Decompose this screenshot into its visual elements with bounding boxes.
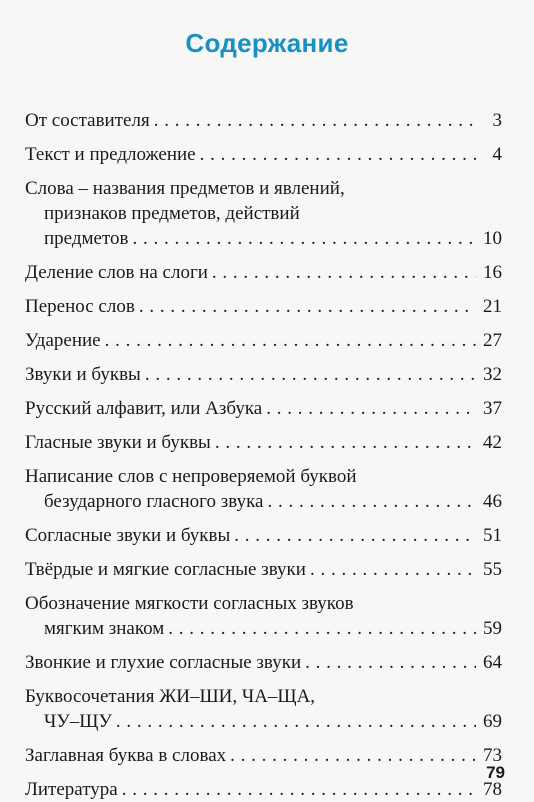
toc-entry-title: Литература <box>25 779 118 800</box>
toc-entry-title: признаков предметов, действий <box>44 203 300 224</box>
toc-entry <box>25 523 502 548</box>
toc-entry-title: Деление слов на слоги <box>25 262 208 283</box>
page-title: Содержание <box>185 28 349 58</box>
dot-leader <box>212 260 476 285</box>
toc-entry <box>25 362 502 387</box>
dot-leader <box>116 709 476 734</box>
toc-entry <box>25 108 502 133</box>
toc-entry-page: 3 <box>492 110 502 131</box>
toc-entry-page: 37 <box>483 398 502 419</box>
toc-entry <box>25 430 502 455</box>
toc-entry-title: мягким знаком <box>44 618 165 639</box>
toc-entry-page: 78 <box>483 779 502 800</box>
toc-entry-page: 51 <box>483 525 502 546</box>
toc-entry-page: 46 <box>483 491 502 512</box>
dot-leader <box>133 226 477 251</box>
dot-leader <box>145 362 476 387</box>
toc-entry <box>25 294 502 319</box>
toc-entry-title: Слова – названия предметов и явлений, <box>25 178 345 199</box>
toc-entry-title: безударного гласного звука <box>44 491 264 512</box>
toc-entry-title: Заглавная буква в словах <box>25 745 227 766</box>
dot-leader <box>310 557 476 582</box>
dot-leader <box>154 108 476 133</box>
toc-entry-page: 4 <box>492 144 502 165</box>
toc-entry <box>25 176 502 251</box>
toc-entry <box>25 684 502 734</box>
toc-entry <box>25 650 502 675</box>
toc-entry-title: Согласные звуки и буквы <box>25 525 231 546</box>
toc-entry <box>25 328 502 353</box>
toc-entry-page: 55 <box>483 559 502 580</box>
toc-entry-page: 64 <box>483 652 502 673</box>
toc-entry-page: 73 <box>483 745 502 766</box>
toc-entry <box>25 396 502 421</box>
dot-leader <box>168 616 476 641</box>
toc-entry-page: 16 <box>483 262 502 283</box>
toc-entry-page: 59 <box>483 618 502 639</box>
toc-entry-title: От составителя <box>25 110 150 131</box>
toc-entry-page: 69 <box>483 711 502 732</box>
toc-entry <box>25 260 502 285</box>
toc-entry-title: Ударение <box>25 330 101 351</box>
toc-entry-page: 10 <box>483 228 502 249</box>
toc-entry-page: 21 <box>483 296 502 317</box>
dot-leader <box>139 294 476 319</box>
table-of-contents <box>25 108 502 802</box>
dot-leader <box>105 328 476 353</box>
toc-entry-title: Гласные звуки и буквы <box>25 432 211 453</box>
toc-entry-title: Звонкие и глухие согласные звуки <box>25 652 302 673</box>
dot-leader <box>267 489 476 514</box>
toc-entry-title: Твёрдые и мягкие согласные звуки <box>25 559 306 580</box>
toc-entry <box>25 777 502 802</box>
toc-entry-title: Написание слов с непроверяемой буквой <box>25 466 357 487</box>
toc-entry <box>25 591 502 641</box>
dot-leader <box>266 396 476 421</box>
toc-entry-title: Русский алфавит, или Азбука <box>25 398 263 419</box>
toc-entry-page: 32 <box>483 364 502 385</box>
toc-entry <box>25 743 502 768</box>
toc-entry-title: предметов <box>44 228 129 249</box>
toc-entry-title: Перенос слов <box>25 296 135 317</box>
dot-leader <box>305 650 476 675</box>
toc-entry-title: Обозначение мягкости согласных звуков <box>25 593 354 614</box>
dot-leader <box>234 523 476 548</box>
toc-entry <box>25 557 502 582</box>
toc-entry-title: ЧУ–ЩУ <box>44 711 112 732</box>
dot-leader <box>230 743 476 768</box>
toc-entry-page: 27 <box>483 330 502 351</box>
toc-entry-title: Буквосочетания ЖИ–ШИ, ЧА–ЩА, <box>25 686 316 707</box>
toc-entry-title: Звуки и буквы <box>25 364 141 385</box>
toc-entry <box>25 464 502 514</box>
page-number: 79 <box>486 763 505 782</box>
toc-entry-page: 42 <box>483 432 502 453</box>
dot-leader <box>200 142 476 167</box>
toc-entry-title: Текст и предложение <box>25 144 196 165</box>
dot-leader <box>215 430 476 455</box>
dot-leader <box>122 777 476 802</box>
toc-entry <box>25 142 502 167</box>
